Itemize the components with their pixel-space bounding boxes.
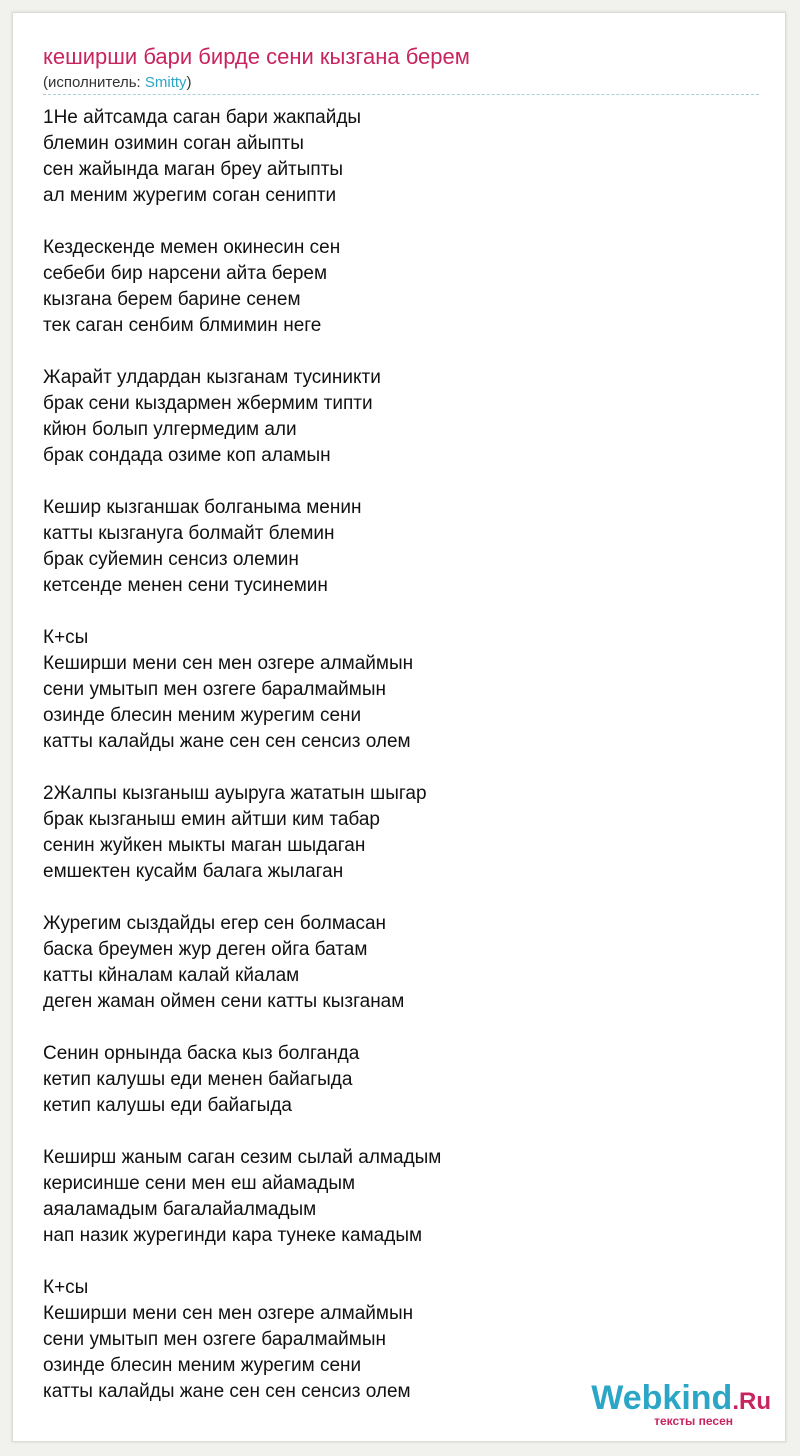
lyrics-line: брак суйемин сенсиз олемин [43, 549, 299, 570]
lyrics-stanza [43, 495, 759, 599]
lyrics-line: емшектен кусайм балага жылаган [43, 861, 344, 882]
lyrics-line: кйюн болып улгермедим али [43, 419, 297, 440]
artist-line [43, 73, 192, 93]
lyrics-stanza [43, 1041, 759, 1119]
webkind-logo[interactable] [591, 1381, 771, 1427]
lyrics-stanza [43, 105, 759, 209]
lyrics-line: блемин озимин соган айыпты [43, 133, 304, 154]
logo-tagline: тексты песен [654, 1414, 733, 1428]
artist-link[interactable]: Smitty [144, 74, 187, 91]
artist-prefix: (исполнитель: [43, 74, 145, 91]
lyrics-line: 1Не айтсамда саган бари жакпайды [43, 107, 362, 128]
lyrics-line: К+сы [43, 627, 89, 648]
lyrics-line: керисинше сени мен еш айамадым [43, 1173, 356, 1194]
lyrics-line: ал меним журегим соган сенипти [43, 185, 337, 206]
lyrics-line: Кеширш жаным саган сезим сылай алмадым [43, 1147, 442, 1168]
lyrics-stanza [43, 781, 759, 885]
lyrics-line: сен жайында маган бреу айтыпты [43, 159, 344, 180]
lyrics-line: сени умытып мен озгеге баралмаймын [43, 679, 386, 700]
lyrics-line: себеби бир нарсени айта берем [43, 263, 328, 284]
lyrics-line: баска бреумен жур деген ойга батам [43, 939, 368, 960]
lyrics-line: Кеширши мени сен мен озгере алмаймын [43, 1303, 414, 1324]
lyrics-line: брак сени кыздармен жбермим типти [43, 393, 373, 414]
lyrics-line: нап назик журегинди кара тунеке камадым [43, 1225, 423, 1246]
dashed-divider [43, 94, 759, 95]
lyrics-text [43, 105, 759, 1431]
lyrics-stanza [43, 911, 759, 1015]
lyrics-stanza [43, 625, 759, 755]
lyrics-line: брак кызганыш емин айтши ким табар [43, 809, 380, 830]
lyrics-line: кетип калушы еди байагыда [43, 1095, 292, 1116]
lyrics-line: Журегим сыздайды егер сен болмасан [43, 913, 387, 934]
lyrics-line: аяаламадым багалайалмадым [43, 1199, 317, 1220]
lyrics-card [12, 12, 786, 1442]
lyrics-line: деген жаман оймен сени катты кызганам [43, 991, 405, 1012]
lyrics-line: сенин жуйкен мыкты маган шыдаган [43, 835, 366, 856]
lyrics-line: сени умытып мен озгеге баралмаймын [43, 1329, 386, 1350]
lyrics-stanza [43, 235, 759, 339]
lyrics-line: Кеширши мени сен мен озгере алмаймын [43, 653, 414, 674]
lyrics-line: кызгана берем барине сенем [43, 289, 301, 310]
lyrics-line: Жарайт улдардан кызганам тусиникти [43, 367, 381, 388]
lyrics-line: катты калайды жане сен сен сенсиз олем [43, 1381, 411, 1402]
lyrics-line: кетип калушы еди менен байагыда [43, 1069, 353, 1090]
lyrics-line: озинде блесин меним журегим сени [43, 1355, 362, 1376]
lyrics-line: Сенин орнында баска кыз болганда [43, 1043, 360, 1064]
lyrics-stanza [43, 1145, 759, 1249]
logo-main-text: Webkind [591, 1379, 733, 1417]
lyrics-line: К+сы [43, 1277, 89, 1298]
lyrics-line: катты кызгануга болмайт блемин [43, 523, 335, 544]
lyrics-line: катты кйналам калай кйалам [43, 965, 300, 986]
logo-ru-text: .Ru [732, 1388, 771, 1415]
lyrics-line: тек саган сенбим блмимин неге [43, 315, 322, 336]
lyrics-line: озинде блесин меним журегим сени [43, 705, 362, 726]
lyrics-line: 2Жалпы кызганыш ауыруга жататын шыгар [43, 783, 427, 804]
song-title: кеширши бари бирде сени кызгана берем [43, 44, 470, 69]
lyrics-line: катты калайды жане сен сен сенсиз олем [43, 731, 411, 752]
lyrics-line: Кездескенде мемен окинесин сен [43, 237, 341, 258]
lyrics-line: кетсенде менен сени тусинемин [43, 575, 328, 596]
lyrics-stanza [43, 365, 759, 469]
lyrics-line: брак сондада озиме коп аламын [43, 445, 331, 466]
lyrics-line: Кешир кызганшак болганыма менин [43, 497, 362, 518]
artist-suffix: ) [186, 74, 192, 91]
